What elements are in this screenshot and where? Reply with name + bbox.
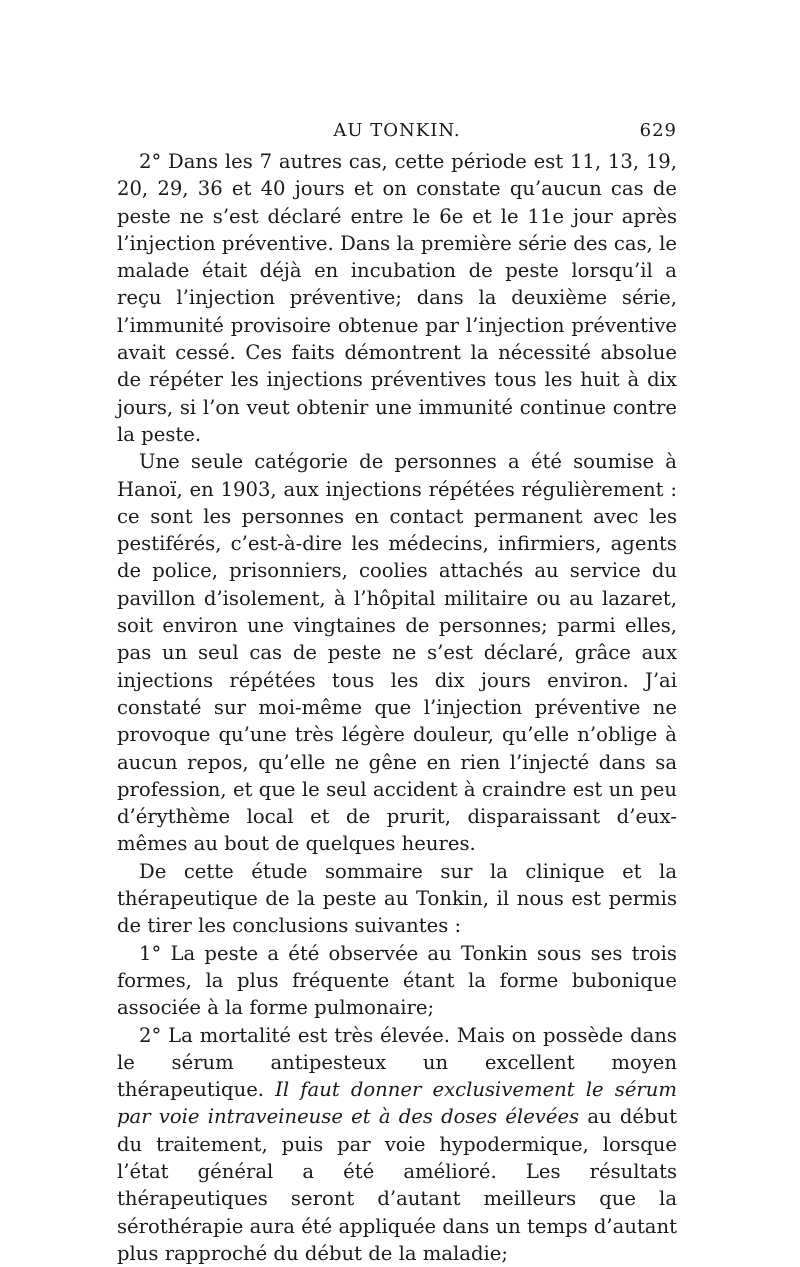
paragraph-incubation-cases: 2° Dans les 7 autres cas, cette période est 11, 13, 19, 20, 29, 36 et 40 jours et on constate qu’aucun cas de peste ne s’est déclaré entre le 6e et le 11e jour après l’injection préventive. Dans la première série des cas, le malade était déjà en incubation de peste lorsqu’il a reçu l’injection préventive; dans la deuxième série, l’immunité provisoire obtenue par l’injection préventive avait cessé. Ces faits démontrent la nécessité absolue de répéter les injections préventives tous les huit à dix jours, si l’on veut obtenir une immunité continue contre la peste.	[117, 148, 677, 448]
mortality-italic-recommendation: Il faut donner exclusivement le sérum par voie intraveineuse et à des doses élevées	[117, 1078, 677, 1128]
running-head	[117, 120, 677, 148]
running-title: AU TONKIN.	[117, 120, 677, 141]
page-number: 629	[640, 120, 677, 141]
paragraph-conclusions-intro: De cette étude sommaire sur la clinique et la thérapeutique de la peste au Tonkin, il nous est permis de tirer les conclusions suivantes :	[117, 858, 677, 940]
mortality-text-end: au début du traitement, puis par voie hypodermique, lorsque l’état général a été amélioré. Les résultats thérapeutiques seront d’autant meilleurs que la sérothérapie aura été appliquée dans un temps d’autant plus rapproché du début de la maladie;	[117, 1105, 677, 1264]
paragraph-conclusion-forms: 1° La peste a été observée au Tonkin sous ses trois formes, la plus fréquente étant la forme bubonique associée à la forme pulmonaire;	[117, 940, 677, 1022]
mortality-text-start: 2° La mortalité est très élevée. Mais on possède dans le sérum antipesteux un excellent moyen thérapeutique.	[117, 1024, 677, 1102]
book-page	[117, 120, 677, 1267]
paragraph-repeated-injections: Une seule catégorie de personnes a été soumise à Hanoï, en 1903, aux injections répétées régulièrement : ce sont les personnes en contact permanent avec les pestiférés, c’est-à-dire les médecins, infirmiers, agents de police, prisonniers, coolies attachés au service du pavillon d’isolement, à l’hôpital militaire ou au lazaret, soit environ une vingtaines de personnes; parmi elles, pas un seul cas de peste ne s’est déclaré, grâce aux injections répétées tous les dix jours environ. J’ai constaté sur moi-même que l’injection préventive ne provoque qu’une très légère douleur, qu’elle n’oblige à aucun repos, qu’elle ne gêne en rien l’injecté dans sa profession, et que le seul accident à craindre est un peu d’érythème local et de prurit, disparaissant d’eux-mêmes au bout de quelques heures.	[117, 448, 677, 857]
paragraph-conclusion-mortality	[117, 1022, 677, 1267]
